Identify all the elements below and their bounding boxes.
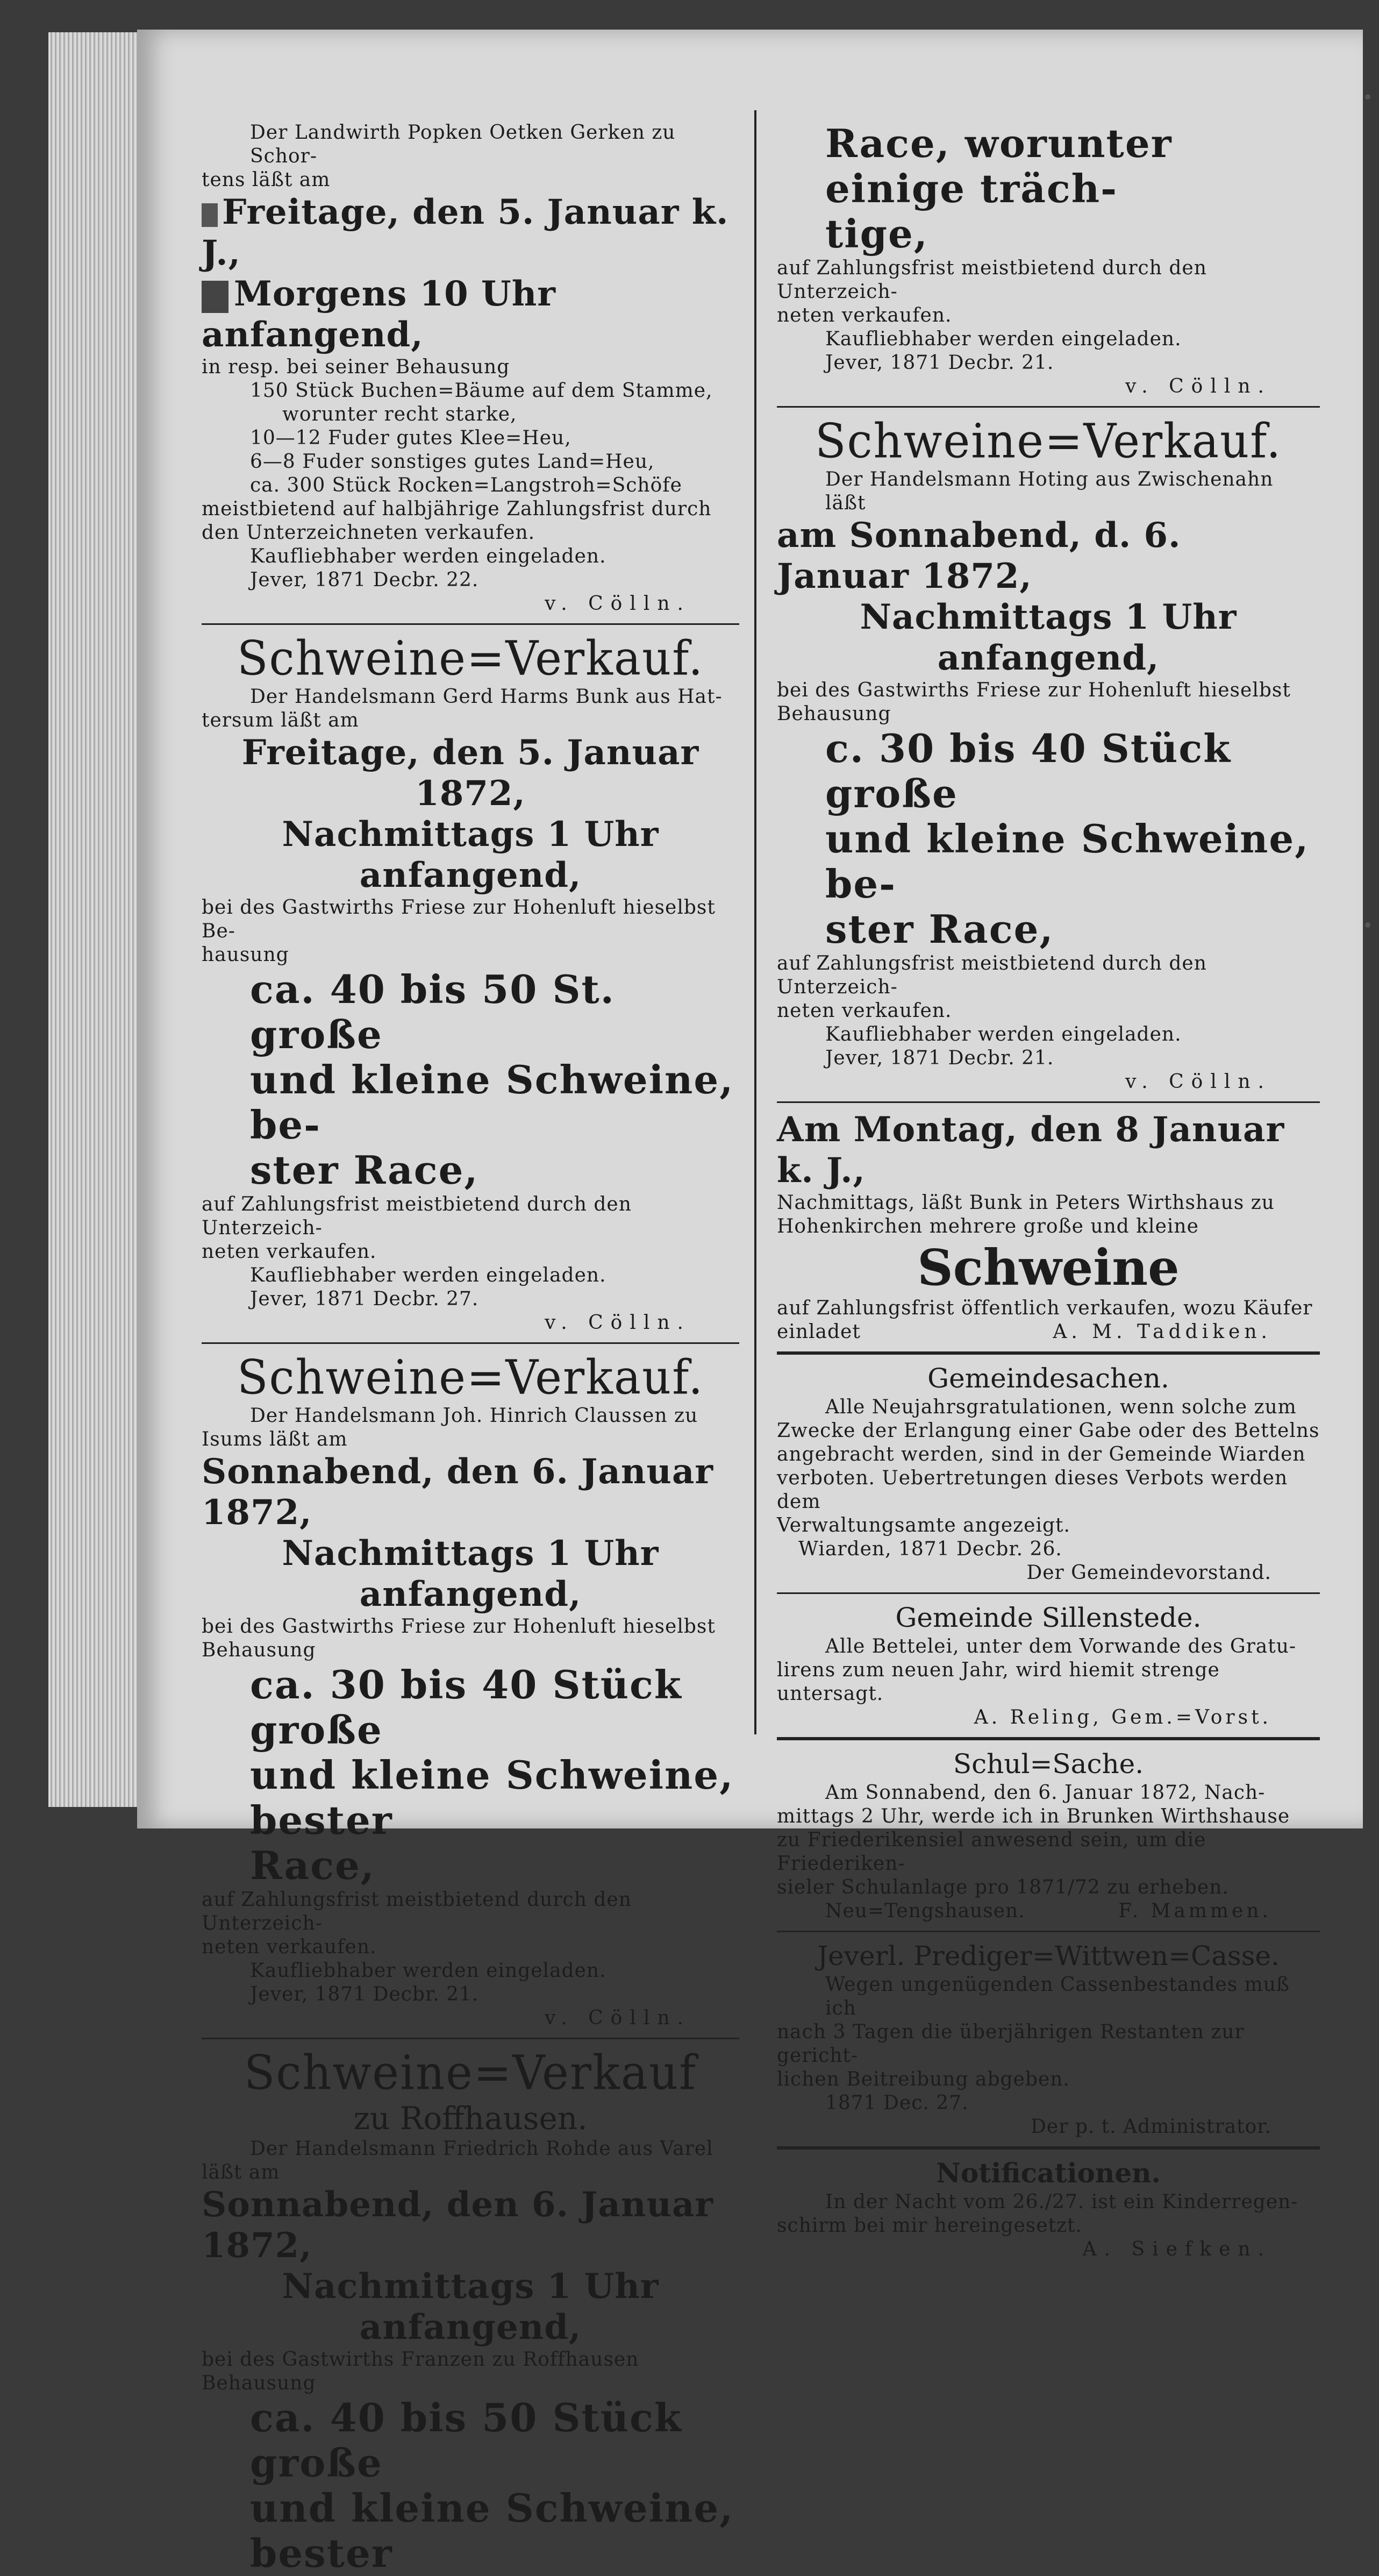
ad-text: tersum läßt am (202, 709, 359, 731)
notice-text: angebracht werden, sind in der Gemeinde Wiarden (777, 1443, 1306, 1465)
ad-location: bei des Gastwirths Friese zur Hohenluft hieselbst Be- (202, 896, 716, 942)
ad-offer: ca. 40 bis 50 Stück große (250, 2395, 682, 2486)
ad-offer: und kleine Schweine, bester (250, 2485, 734, 2576)
ad-item: 10—12 Fuder gutes Klee=Heu, (250, 427, 571, 449)
ad-item: ca. 300 Stück Rocken=Langstroh=Schöfe (250, 474, 682, 496)
right-column (777, 121, 1320, 2261)
ad-date: Sonnabend, den 6. Januar 1872, (202, 1451, 714, 1533)
notice-footer-line (777, 1899, 1320, 1923)
notice-text: Wegen ungenügenden Cassenbestandes muß ich (825, 1974, 1290, 2019)
ad-signature: v. Cölln. (545, 1312, 691, 1334)
ad-terms: neten verkaufen. (202, 1936, 377, 1958)
notice-text: In der Nacht vom 26./27. ist ein Kinderregen- (825, 2191, 1298, 2213)
ad-headline: Schweine=Verkauf. (237, 630, 704, 686)
notice-text: Verwaltungsamte angezeigt. (777, 1514, 1070, 1536)
notice-text: Am Sonnabend, den 6. Januar 1872, Nach- (825, 1782, 1266, 1804)
notice-notificationen (777, 2146, 1320, 2261)
ad-location: Behausung (202, 2372, 316, 2394)
ad-place-date: Jever, 1871 Decbr. 21. (825, 352, 1054, 374)
ad-invite: Kaufliebhaber werden eingeladen. (250, 1960, 606, 1982)
ad-headline: Schweine=Verkauf. (814, 413, 1282, 469)
ad-terms: auf Zahlungsfrist meistbietend durch den Unterzeich- (777, 952, 1207, 998)
ad-offer: und kleine Schweine, be- (250, 1057, 734, 1148)
ad-signature: v. Cölln. (545, 593, 691, 615)
notice-text: mittags 2 Uhr, werde ich in Brunken Wirthshause (777, 1805, 1290, 1827)
ad-signature: v. Cölln. (545, 2007, 691, 2029)
ad-place-date: Jever, 1871 Decbr. 22. (250, 569, 479, 591)
notice-wittwen-casse (777, 1931, 1320, 2139)
ad-text: Der Handelsmann Hoting aus Zwischenahn läßt (825, 468, 1274, 514)
ad-time: Nachmittags 1 Uhr anfangend, (282, 1533, 659, 1614)
ad-item: 150 Stück Buchen=Bäume auf dem Stamme, (250, 380, 713, 402)
notice-signature: F. Mammen. (1118, 1900, 1271, 1922)
ad-terms: neten verkaufen. (202, 1241, 377, 1263)
ad-terms: auf Zahlungsfrist meistbietend durch den Unterzeich- (202, 1193, 632, 1239)
ad-invite: Kaufliebhaber werden eingeladen. (825, 1023, 1182, 1045)
notice-text: schirm bei mir hereingesetzt. (777, 2215, 1082, 2237)
ad-location: bei des Gastwirths Friese zur Hohenluft hieselbst (202, 1616, 716, 1638)
ad-offer: ster Race, (250, 1147, 479, 1193)
section-title: Gemeindesachen. (927, 1363, 1169, 1394)
notice-text: verboten. Uebertretungen dieses Verbots werden dem (777, 1467, 1288, 1513)
notice-signature: A. Siefken. (1082, 2238, 1271, 2260)
ad-date: Am Montag, den 8 Januar k. J., (777, 1109, 1285, 1191)
ad-item: 6—8 Fuder sonstiges gutes Land=Heu, (250, 451, 655, 473)
ad-text: Der Landwirth Popken Oetken Gerken zu Schor- (250, 122, 676, 167)
notice-text: Alle Betteleі, unter dem Vorwande des Gratu- (825, 1635, 1297, 1657)
ad-time: Morgens 10 Uhr anfangend, (202, 274, 556, 355)
ad-place-date: Jever, 1871 Decbr. 21. (825, 1047, 1054, 1069)
ad-text: Der Handelsmann Friedrich Rohde aus Varel (250, 2138, 713, 2160)
binding-hole (1365, 922, 1370, 928)
ad-offer: Race, (250, 1842, 375, 1888)
ad-terms: auf Zahlungsfrist meistbietend durch den Unterzeich- (202, 1889, 632, 1934)
notice-gemeindesachen (777, 1351, 1320, 1585)
ad-text: Isums läßt am (202, 1428, 348, 1450)
page-edge-stack (48, 32, 140, 1807)
ad-big-word: Schweine (917, 1239, 1180, 1297)
ad-offer: c. 30 bis 40 Stück große (825, 725, 1232, 816)
ad-offer: und kleine Schweine, bester (250, 1752, 734, 1843)
ad-terms: meistbietend auf halbjährige Zahlungsfrist durch (202, 498, 712, 520)
notice-text: lichen Beitreibung abgeben. (777, 2068, 1070, 2090)
ad-signature: A. M. Taddiken. (1053, 1321, 1271, 1343)
ad-date: Sonnabend, den 6. Januar 1872, (202, 2184, 714, 2266)
ad-text: läßt am (202, 2161, 280, 2183)
notice-signature: Der Gemeindevorstand. (1026, 1562, 1271, 1584)
ad-location: bei des Gastwirths Franzen zu Roffhausen (202, 2349, 639, 2371)
section-title: Jeverl. Prediger=Wittwen=Casse. (817, 1940, 1280, 1972)
notice-text: zu Friederikensiel anwesend sein, um die Friederiken- (777, 1829, 1206, 1875)
ad-text: auf Zahlungsfrist öffentlich verkaufen, wozu Käufer (777, 1297, 1313, 1319)
notice-place-date: Wiarden, 1871 Decbr. 26. (798, 1538, 1062, 1560)
ad-terms: neten verkaufen. (777, 304, 952, 326)
ad-headline: Schweine=Verkauf. (237, 1349, 704, 1405)
ad-subheadline: zu Roffhausen. (353, 2100, 588, 2137)
column-divider (754, 110, 756, 1734)
notice-text: Zwecke der Erlangung einer Gabe oder des Bettelns (777, 1420, 1320, 1442)
ad-offer: tige, (825, 211, 928, 257)
ad-offer: ca. 40 bis 50 St. große (250, 966, 615, 1057)
ad-footer-line (777, 1320, 1320, 1344)
ad-text: Nachmittags, läßt Bunk in Peters Wirthshaus zu (777, 1192, 1275, 1214)
ad-location: hausung (202, 944, 289, 966)
ad-signature: v. Cölln. (1125, 1071, 1271, 1093)
ad-terms: neten verkaufen. (777, 1000, 952, 1022)
ad-invite: Kaufliebhaber werden eingeladen. (250, 545, 606, 567)
section-title: Notificationen. (936, 2157, 1161, 2189)
ad-date: Freitage, den 5. Januar 1872, (241, 732, 699, 814)
ad-date: Freitage, den 5. Januar k. J., (202, 192, 729, 273)
ad-place-date: Jever, 1871 Decbr. 21. (250, 1983, 479, 2005)
ad-time: Nachmittags 1 Uhr anfangend, (860, 597, 1237, 678)
notice-place: Neu=Tengshausen. (825, 1900, 1025, 1922)
notice-signature: Der p. t. Administrator. (1031, 2116, 1271, 2138)
ad-offer: ster Race, (825, 906, 1054, 952)
ad-text: tens läßt am (202, 169, 331, 191)
ad-headline: Schweine=Verkauf (244, 2045, 697, 2101)
binding-hole (1365, 94, 1370, 99)
notice-text: Alle Neujahrsgratulationen, wenn solche zum (825, 1396, 1297, 1418)
ad-rohde-pigs (202, 2038, 739, 2576)
ad-hoting-pigs (777, 406, 1320, 1094)
notice-signature: A. Reling, Gem.=Vorst. (974, 1706, 1271, 1728)
ad-location: bei des Gastwirths Friese zur Hohenluft hieselbst (777, 679, 1291, 701)
notice-text: nach 3 Tagen die überjährigen Restanten zur gericht- (777, 2021, 1245, 2067)
notice-text: sieler Schulanlage pro 1871/72 zu erheben. (777, 1876, 1229, 1898)
ad-text: Hohenkirchen mehrere große und kleine (777, 1215, 1199, 1237)
ad-signature: v. Cölln. (1125, 375, 1271, 397)
ad-claussen-pigs (202, 1342, 739, 2030)
ad-text: einladet (777, 1321, 861, 1343)
notice-schulsache (777, 1737, 1320, 1923)
ad-continued-pigs (777, 121, 1320, 399)
newspaper-page (137, 30, 1363, 2576)
ad-terms: auf Zahlungsfrist meistbietend durch den Unterzeich- (777, 257, 1207, 303)
left-column (202, 121, 739, 2576)
ad-date: am Sonnabend, d. 6. Januar 1872, (777, 515, 1181, 596)
ornament-icon (202, 203, 218, 227)
ad-offer: ca. 30 bis 40 Stück große (250, 1662, 682, 1753)
ad-location: in resp. bei seiner Behausung (202, 356, 510, 378)
ad-terms: den Unterzeichneten verkaufen. (202, 522, 535, 544)
ad-text: Der Handelsmann Gerd Harms Bunk aus Hat- (250, 686, 723, 708)
ad-offer: und kleine Schweine, be- (825, 816, 1310, 907)
ad-item: worunter recht starke, (282, 403, 517, 425)
ad-invite: Kaufliebhaber werden eingeladen. (250, 1264, 606, 1286)
ad-text: Der Handelsmann Joh. Hinrich Claussen zu (250, 1405, 698, 1427)
ad-place-date: Jever, 1871 Decbr. 27. (250, 1288, 479, 1310)
ad-taddiken-pigs (777, 1101, 1320, 1344)
ad-invite: Kaufliebhaber werden eingeladen. (825, 328, 1182, 350)
ad-location: Behausung (777, 703, 891, 725)
ad-time: Nachmittags 1 Uhr anfangend, (282, 2266, 659, 2347)
notice-date: 1871 Dec. 27. (825, 2092, 969, 2114)
notice-text: lirens zum neuen Jahr, wird hiemit strenge untersagt. (777, 1659, 1220, 1705)
section-title: Schul=Sache. (953, 1748, 1144, 1780)
ornament-icon (202, 281, 228, 313)
ad-location: Behausung (202, 1639, 316, 1661)
section-title: Gemeinde Sillenstede. (895, 1602, 1202, 1633)
notice-sillenstede (777, 1592, 1320, 1730)
ad-bunk-pigs (202, 623, 739, 1335)
ad-gerken-auction (202, 121, 739, 616)
ad-time: Nachmittags 1 Uhr anfangend, (282, 814, 659, 895)
ad-offer: Race, worunter einige träch- (825, 120, 1173, 211)
